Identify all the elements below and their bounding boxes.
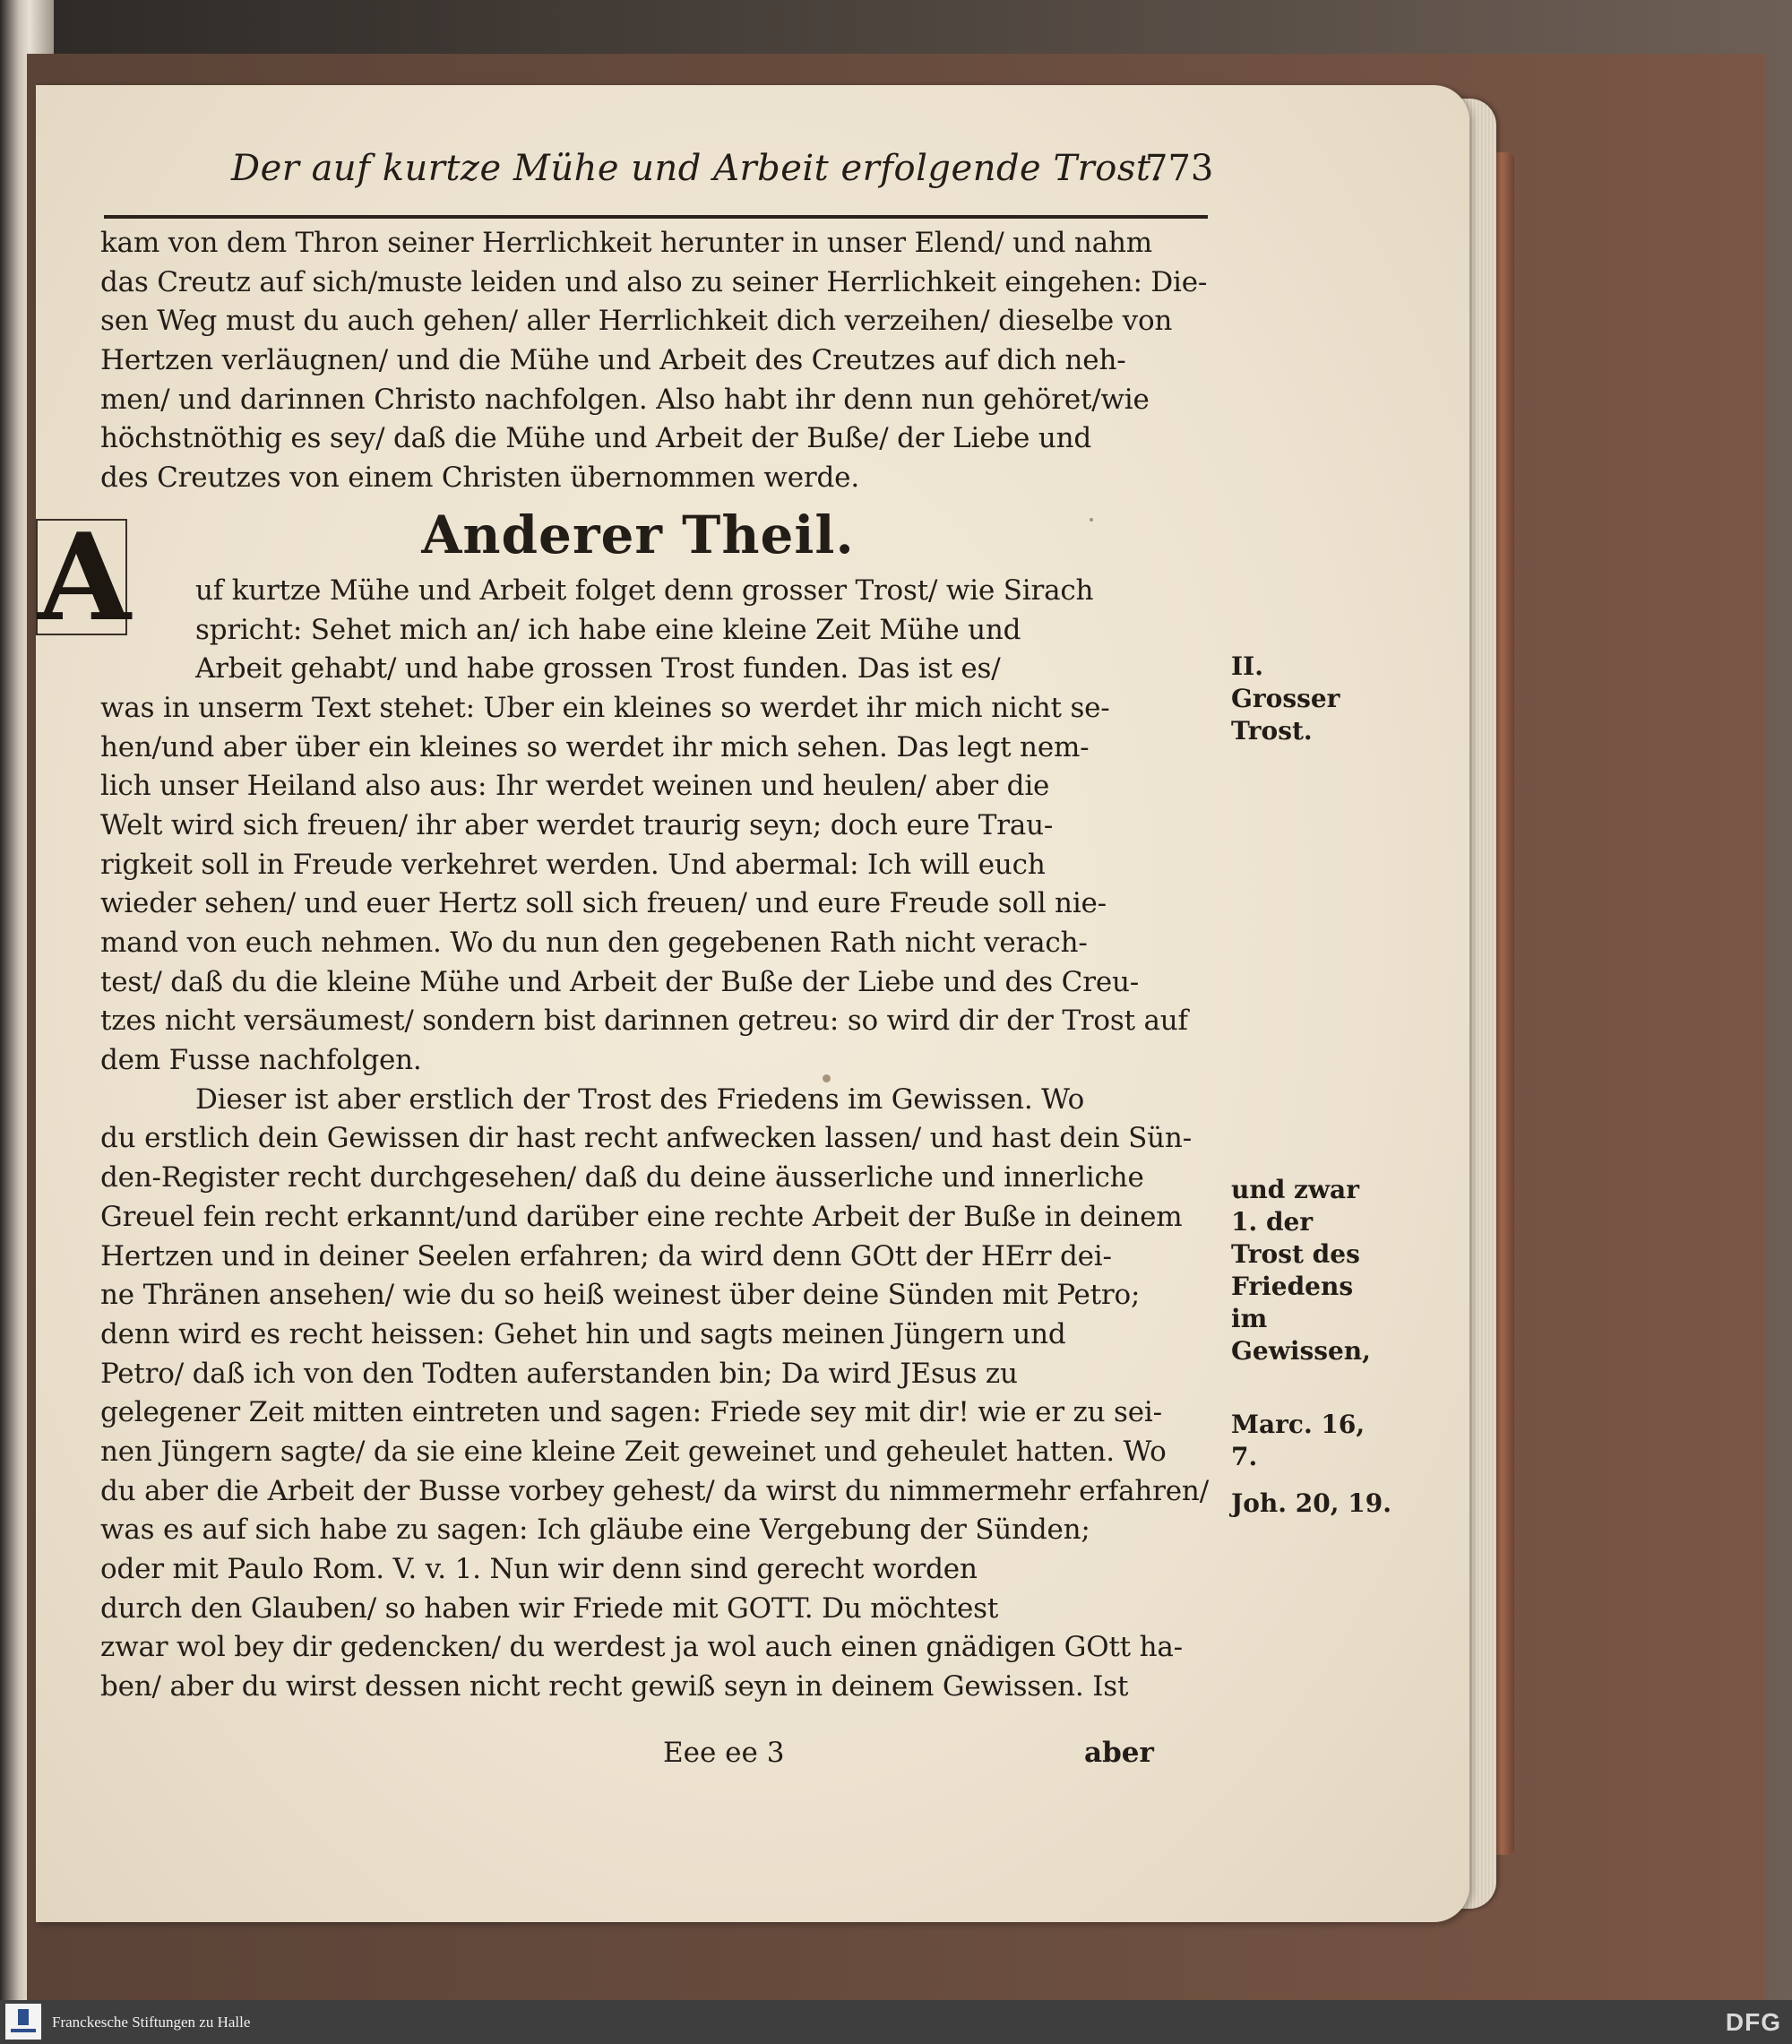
- text-line: gelegener Zeit mitten eintreten und sagen: Friede sey mit dir! wie er zu sei-: [100, 1396, 1162, 1429]
- text-line: lich unser Heiland also aus: Ihr werdet weinen und heulen/ aber die: [100, 770, 1050, 803]
- dfg-logo: DFG: [1725, 2008, 1781, 2036]
- running-head: [231, 148, 1214, 211]
- text-line: Dieser ist aber erstlich der Trost des Friedens im Gewissen. Wo: [195, 1082, 1085, 1116]
- text-line: oder mit Paulo Rom. V. v. 1. Nun wir denn sind gerecht worden: [100, 1553, 978, 1585]
- text-line: dem Fusse nachfolgen.: [100, 1044, 422, 1077]
- margin-note: II. Grosser Trost.: [1231, 651, 1340, 746]
- text-line: das Creutz auf sich/muste leiden und also zu seiner Herrlichkeit eingehen: Die-: [100, 265, 1208, 298]
- running-title: Der auf kurtze Mühe und Arbeit erfolgende Trost.: [231, 148, 1163, 189]
- text-line: nen Jüngern sagte/ da sie eine kleine Zeit geweinet und geheulet hatten. Wo: [100, 1435, 1167, 1468]
- text-line: Hertzen verläugnen/ und die Mühe und Arbeit des Creutzes auf dich neh-: [100, 344, 1126, 377]
- text-line: wieder sehen/ und euer Hertz soll sich freuen/ und eure Freude soll nie-: [100, 887, 1107, 920]
- text-line: denn wird es recht heissen: Gehet hin und sagts meinen Jüngern und: [100, 1317, 1066, 1350]
- text-line: uf kurtze Mühe und Arbeit folget denn grosser Trost/ wie Sirach: [195, 574, 1094, 607]
- text-line: test/ daß du die kleine Mühe und Arbeit der Buße der Liebe und des Creu-: [100, 965, 1139, 998]
- decorated-initial: A: [38, 506, 131, 648]
- institution-name: Franckesche Stiftungen zu Halle: [52, 2014, 251, 2031]
- text-line: mand von euch nehmen. Wo du nun den gegebenen Rath nicht verach-: [100, 927, 1088, 959]
- text-line: rigkeit soll in Freude verkehret werden. Und abermal: Ich will euch: [100, 848, 1046, 881]
- ink-spot: [1090, 518, 1093, 522]
- text-line: ben/ aber du wirst dessen nicht recht gewiß seyn in deinem Gewissen. Ist: [100, 1670, 1129, 1703]
- catchword: aber: [1084, 1737, 1154, 1769]
- page-number: 773: [1145, 148, 1214, 189]
- header-rule: [104, 215, 1208, 219]
- text-line: was in unserm Text stehet: Uber ein kleines so werdet ihr mich nicht se-: [100, 691, 1110, 724]
- text-line: hen/und aber über ein kleines so werdet ihr mich sehen. Das legt nem-: [100, 730, 1090, 763]
- book-page: [36, 85, 1469, 1922]
- body-text: [100, 224, 1391, 1707]
- text-line: tzes nicht versäumest/ sondern bist darinnen getreu: so wird dir der Trost auf: [100, 1005, 1188, 1038]
- text-line: was es auf sich habe zu sagen: Ich gläube eine Vergebung der Sünden;: [100, 1514, 1090, 1547]
- text-line: kam von dem Thron seiner Herrlichkeit herunter in unser Elend/ und nahm: [100, 227, 1152, 259]
- margin-note: Joh. 20, 19.: [1231, 1488, 1391, 1518]
- signature-mark: Eee ee 3: [663, 1737, 785, 1769]
- text-line: Welt wird sich freuen/ ihr aber werdet traurig seyn; doch eure Trau-: [100, 808, 1054, 841]
- ink-spot: [823, 1074, 831, 1082]
- text-line: spricht: Sehet mich an/ ich habe eine kleine Zeit Mühe und: [195, 613, 1021, 646]
- text-line: Greuel fein recht erkannt/und darüber eine rechte Arbeit der Buße in deinem: [100, 1200, 1183, 1233]
- section-heading: Anderer Theil.: [421, 504, 855, 565]
- margin-note: und zwar 1. der Trost des Friedens im Gewissen,: [1231, 1175, 1371, 1366]
- text-line: den-Register recht durchgesehen/ daß du deine äusserliche und innerliche: [100, 1161, 1144, 1194]
- text-line: du erstlich dein Gewissen dir hast recht anfwecken lassen/ und hast dein Sün-: [100, 1122, 1192, 1155]
- text-line: des Creutzes von einem Christen übernommen werde.: [100, 461, 859, 495]
- institution-logo: [5, 2004, 41, 2040]
- text-line: durch den Glauben/ so haben wir Friede mit GOTT. Du möchtest: [100, 1591, 999, 1625]
- text-line: ne Thränen ansehen/ wie du so heiß weinest über deine Sünden mit Petro;: [100, 1279, 1141, 1312]
- margin-note: Marc. 16, 7.: [1231, 1410, 1366, 1471]
- viewer-footer: [0, 2000, 1792, 2044]
- text-line: Hertzen und in deiner Seelen erfahren; da wird denn GOtt der HErr dei-: [100, 1239, 1112, 1272]
- text-line: Arbeit gehabt/ und habe grossen Trost funden. Das ist es/: [195, 652, 1001, 686]
- text-line: men/ und darinnen Christo nachfolgen. Also habt ihr denn nun gehöret/wie: [100, 383, 1150, 416]
- text-line: sen Weg must du auch gehen/ aller Herrlichkeit dich verzeihen/ dieselbe von: [100, 305, 1173, 338]
- text-line: höchstnöthig es sey/ daß die Mühe und Arbeit der Buße/ der Liebe und: [100, 422, 1092, 455]
- text-line: du aber die Arbeit der Busse vorbey gehest/ da wirst du nimmermehr erfahren/: [100, 1474, 1209, 1507]
- text-block: [36, 85, 1469, 1922]
- text-line: zwar wol bey dir gedencken/ du werdest ja wol auch einen gnädigen GOtt ha-: [100, 1631, 1183, 1664]
- text-line: Petro/ daß ich von den Todten auferstanden bin; Da wird JEsus zu: [100, 1357, 1018, 1390]
